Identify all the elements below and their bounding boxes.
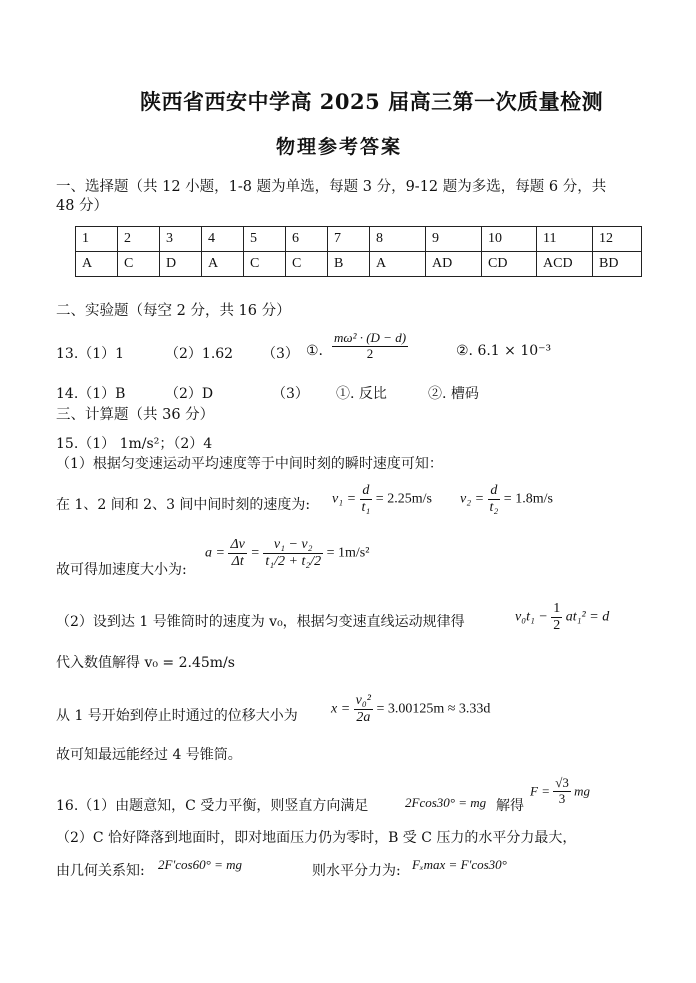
section1-heading: 一、选择题（共 12 小题，1-8 题为单选，每题 3 分，9-12 题为多选，每题 6 分，共 — [56, 179, 607, 195]
half-num: 1 — [551, 601, 562, 618]
q-answer: A — [76, 252, 118, 277]
q-answer: B — [328, 252, 370, 277]
q-answer: ACD — [537, 252, 593, 277]
q13-label: 13.（1）1 — [56, 346, 125, 362]
v2-rhs: = 1.8m/s — [503, 491, 553, 507]
v2-frac-num: d — [488, 483, 501, 500]
page-title: 陕西省西安中学高 2025 届高三第一次质量检测 — [140, 89, 604, 114]
q-number: 8 — [370, 227, 426, 252]
v2-frac-den: t₂ — [489, 500, 499, 516]
x-frac — [354, 693, 373, 726]
q14-choice1: ①. 反比 — [336, 386, 387, 402]
q-number: 1 — [76, 227, 118, 252]
answer-table-answer-row — [76, 252, 642, 277]
q15-v2-eq — [460, 483, 553, 516]
q13-frac-num: mω² · (D − d) — [334, 330, 407, 345]
q-number: 9 — [426, 227, 482, 252]
q14-part3: （3） — [272, 386, 309, 402]
F-lhs: F = — [530, 783, 550, 799]
q15-line4-text: （2）设到达 1 号锥筒时的速度为 v₀，根据匀变速直线运动规律得 — [56, 614, 465, 630]
F-frac — [553, 776, 571, 807]
q-number: 4 — [202, 227, 244, 252]
a-rhs: = 1m/s² — [326, 545, 370, 561]
F-frac-num: √3 — [555, 775, 569, 790]
a-frac2-den: t₁/2 + t₂/2 — [265, 554, 322, 570]
q15-line3-text: 故可得加速度大小为: — [56, 562, 187, 578]
v1-frac-num: d — [360, 483, 373, 500]
q-answer: A — [202, 252, 244, 277]
q15-line2-text: 在 1、2 间和 2、3 间中间时刻的速度为: — [56, 497, 311, 513]
q-number: 11 — [537, 227, 593, 252]
q-number: 12 — [593, 227, 642, 252]
answer-table-number-row — [76, 227, 642, 252]
q-number: 10 — [482, 227, 537, 252]
x-rhs: = 3.00125m ≈ 3.33d — [376, 701, 491, 717]
q16-line2: （2）C 恰好降落到地面时，即对地面压力仍为零时，B 受 C 压力的水平分力最大， — [56, 830, 577, 846]
q15-summary: 15.（1） 1m/s²；（2）4 — [56, 436, 213, 452]
v2-lhs: v₂ = — [460, 491, 485, 507]
q-answer: C — [244, 252, 286, 277]
q16-line1-text: 16.（1）由题意知，C 受力平衡，则竖直方向满足 — [56, 798, 369, 814]
a-eq: = — [250, 545, 260, 561]
q-answer: C — [286, 252, 328, 277]
section2-heading: 二、实验题（每空 2 分，共 16 分） — [56, 303, 291, 319]
q-answer: BD — [593, 252, 642, 277]
q-number: 6 — [286, 227, 328, 252]
a-frac1-num: Δv — [228, 537, 246, 554]
q14-label: 14.（1）B — [56, 386, 126, 402]
a-frac1-den: Δt — [231, 554, 244, 570]
q-number: 3 — [160, 227, 202, 252]
q16-solve-label: 解得 — [496, 798, 524, 814]
q15-displacement-eq — [331, 693, 490, 726]
q16-geometry-eq: 2F′cos60° = mg — [158, 857, 242, 872]
half-frac — [551, 601, 562, 634]
motion-eq-a: v₀t₁ − — [515, 609, 548, 625]
q14-choice2: ②. 槽码 — [428, 386, 479, 402]
v1-frac-den: t₁ — [361, 500, 371, 516]
q15-motion-eq — [515, 601, 609, 634]
q16-balance-eq: 2Fcos30° = mg — [405, 795, 487, 810]
a-frac2 — [263, 537, 323, 570]
a-frac2-num: v₁ − v₂ — [263, 537, 323, 554]
q-answer: A — [370, 252, 426, 277]
a-frac1 — [228, 537, 246, 570]
q15-line1: （1）根据匀变速运动平均速度等于中间时刻的瞬时速度可知： — [56, 456, 443, 472]
q-number: 7 — [328, 227, 370, 252]
motion-eq-b: at₁² = d — [565, 609, 610, 625]
q-answer: CD — [482, 252, 537, 277]
v1-frac — [360, 483, 373, 516]
q13-fraction — [332, 331, 408, 362]
q15-line6-text: 从 1 号开始到停止时通过的位移大小为 — [56, 708, 298, 724]
x-frac-den: 2a — [356, 710, 371, 726]
section1-heading-cont: 48 分） — [56, 198, 109, 214]
page-subtitle: 物理参考答案 — [276, 136, 403, 158]
q16-line3-text: 由几何关系知: — [56, 863, 145, 879]
x-frac-num: v₀² — [354, 693, 373, 710]
q15-accel-eq — [205, 537, 369, 570]
q13-choice1: ①. — [306, 343, 324, 359]
v2-frac — [488, 483, 501, 516]
q14-part2: （2）D — [165, 386, 214, 402]
q13-frac — [332, 331, 408, 362]
q15-line5: 代入数值解得 v₀ = 2.45m/s — [56, 655, 235, 671]
F-rhs: mg — [574, 783, 590, 799]
q13-choice2: ②. 6.1 × 10⁻³ — [456, 343, 552, 359]
q16-horizontal-eq: Fₓmax = F′cos30° — [412, 857, 507, 872]
q13-part3: （3） — [262, 346, 299, 362]
q13-frac-den: 2 — [366, 345, 374, 361]
half-den: 2 — [553, 618, 561, 634]
q-number: 2 — [118, 227, 160, 252]
v1-rhs: = 2.25m/s — [375, 491, 432, 507]
q16-F-eq — [530, 776, 590, 807]
v1-lhs: v₁ = — [332, 491, 357, 507]
q-answer: D — [160, 252, 202, 277]
x-lhs: x = — [331, 701, 351, 717]
q15-line7: 故可知最远能经过 4 号锥筒。 — [56, 747, 242, 763]
q-answer: AD — [426, 252, 482, 277]
q-answer: C — [118, 252, 160, 277]
a-lhs: a = — [205, 545, 225, 561]
section3-heading: 三、计算题（共 36 分） — [56, 407, 215, 423]
q13-part2: （2）1.62 — [165, 346, 234, 362]
q-number: 5 — [244, 227, 286, 252]
answer-table — [75, 226, 642, 277]
F-frac-den: 3 — [558, 790, 566, 806]
q15-v1-eq — [332, 483, 432, 516]
q16-horizontal-label: 则水平分力为: — [312, 863, 401, 879]
